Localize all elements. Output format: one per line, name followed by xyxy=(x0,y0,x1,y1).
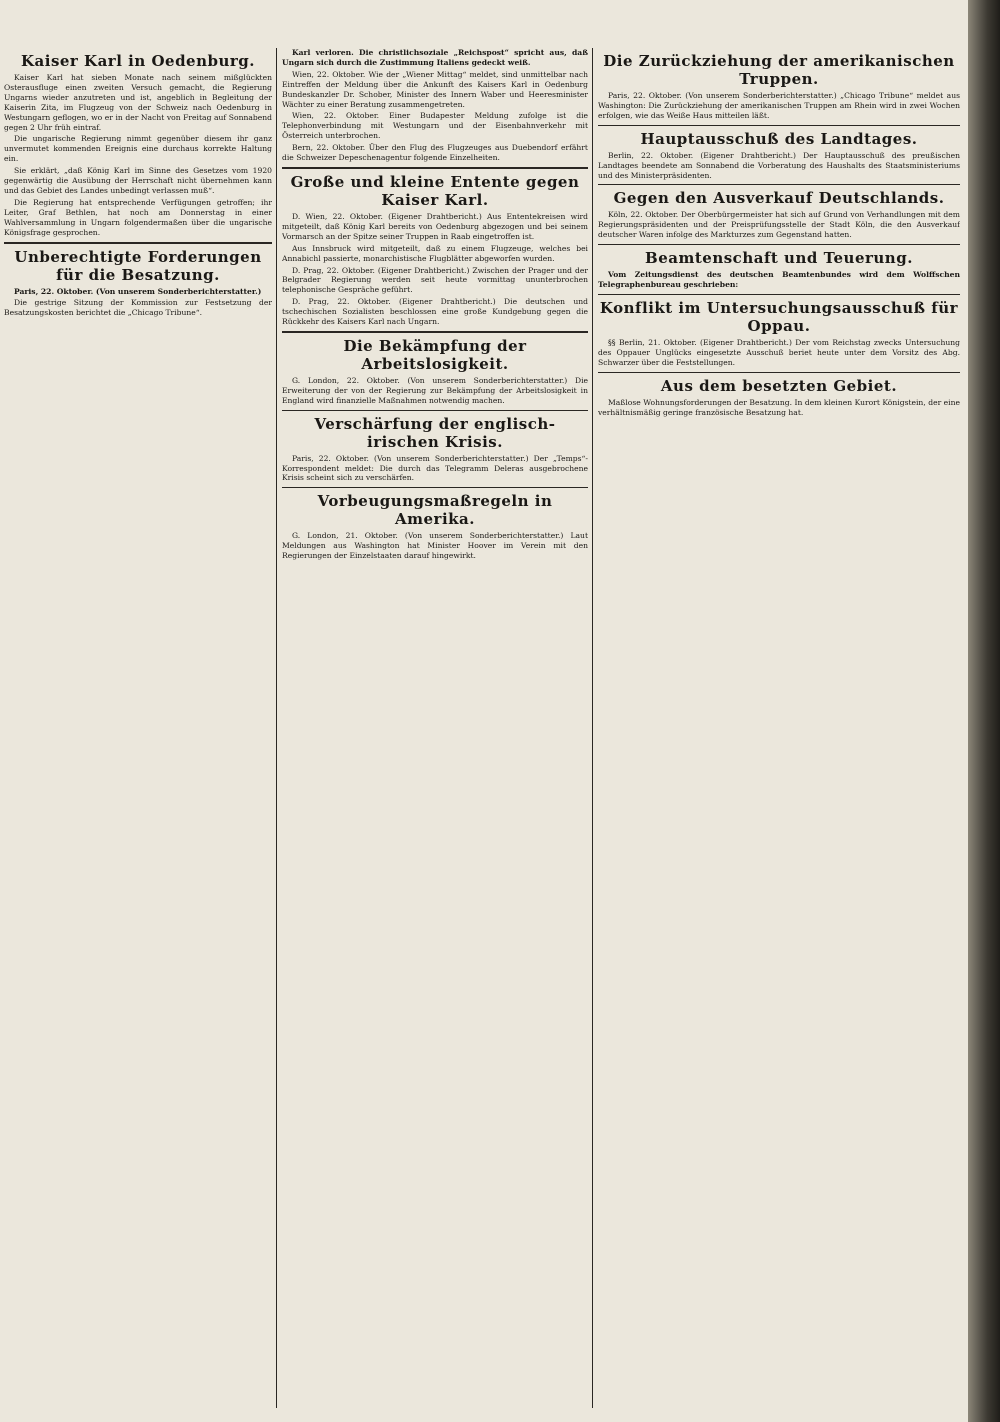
section-divider xyxy=(598,244,960,245)
article-paragraph: D. Prag, 22. Oktober. (Eigener Drahtbericht.) Zwischen der Prager und der Belgrader Regierung werden seit heute vormittag ununterbrochen telephonische Gespräche geführt. xyxy=(282,265,588,295)
article-paragraph: G. London, 21. Oktober. (Von unserem Sonderberichterstatter.) Laut Meldungen aus Washington hat Minister Hoover im Verein mit den Regierungen der Einzelstaaten darauf hingewirkt. xyxy=(282,531,588,561)
article-paragraph: Wien, 22. Oktober. Wie der „Wiener Mittag“ meldet, sind unmittelbar nach Eintreffen der Meldung über die Ankunft des Kaisers Karl in Oedenburg Bundeskanzler Dr. Schober, Minister des Innern Waber und Heeresminister Wächter zu einer Beratung zusammengetreten. xyxy=(282,69,588,109)
column-1 xyxy=(4,48,272,1408)
article-paragraph: Wien, 22. Oktober. Einer Budapester Meldung zufolge ist die Telephonverbindung mit Westungarn und der Eisenbahnverkehr mit Österreich unterbrochen. xyxy=(282,111,588,141)
headline-landtag: Hauptausschuß des Landtages. xyxy=(640,129,918,148)
article-paragraph: G. London, 22. Oktober. (Von unserem Sonderberichterstatter.) Die Erweiterung der von der Regierung zur Bekämpfung der Arbeitslosigkeit in England wird finanzielle Maßnahmen notwendig machen. xyxy=(282,375,588,405)
article-paragraph: D. Prag, 22. Oktober. (Eigener Drahtbericht.) Die deutschen und tschechischen Sozialisten beschlossen eine große Kundgebung gegen die Rückkehr des Kaisers Karl nach Ungarn. xyxy=(282,297,588,327)
article-paragraph: Aus Innsbruck wird mitgeteilt, daß zu einem Flugzeuge, welches bei Annabichl passierte, monarchistische Flugblätter abgeworfen wurden. xyxy=(282,243,588,263)
section-divider xyxy=(598,184,960,185)
article-paragraph: Die Regierung hat entsprechende Verfügungen getroffen; ihr Leiter, Graf Bethlen, hat noch am Donnerstag in einer Wahlversammlung in Ungarn folgendermaßen über die ungarische Königsfrage gesprochen. xyxy=(4,197,272,237)
article-paragraph: Paris, 22. Oktober. (Von unserem Sonderberichterstatter.) „Chicago Tribune“ meldet aus Washington: Die Zurückziehung der amerikanischen Truppen am Rhein wird in zwei Wochen erfolgen, wie das Weiße Haus mitteilen läßt. xyxy=(598,91,960,120)
article-paragraph: Karl verloren. Die christlichsoziale „Reichspost“ spricht aus, daß Ungarn sich durch die Zustimmung Italiens gedeckt weiß. xyxy=(282,48,588,67)
section-divider xyxy=(282,331,588,333)
column-2 xyxy=(282,48,588,1408)
section-divider xyxy=(282,487,588,488)
article-paragraph: Vom Zeitungsdienst des deutschen Beamtenbundes wird dem Wolffschen Telegraphenbureau geschrieben: xyxy=(598,270,960,290)
article-paragraph: Paris, 22. Oktober. (Von unserem Sonderberichterstatter.) Der „Temps“-Korrespondent meldet: Die durch das Telegramm Deleras ausgebrochene Krisis scheint sich zu verschärfen. xyxy=(282,453,588,483)
headline-oppau: Konflikt im Untersuchungsausschuß für Oppau. xyxy=(599,298,959,335)
section-divider xyxy=(598,125,960,126)
headline-beamtenschaft: Beamtenschaft und Teuerung. xyxy=(645,249,913,268)
article-paragraph: Die ungarische Regierung nimmt gegenüber diesem ihr ganz unvermutet kommenden Ereignis eine durchaus korrekte Haltung ein. xyxy=(4,134,272,164)
headline-besatzung: Unberechtigte Forderungen für die Besatzung. xyxy=(14,247,262,284)
headline-besetztes-gebiet: Aus dem besetzten Gebiet. xyxy=(660,376,898,395)
section-divider xyxy=(598,372,960,373)
article-paragraph: §§ Berlin, 21. Oktober. (Eigener Drahtbericht.) Der vom Reichstag zwecks Untersuchung des Oppauer Unglücks eingesetzte Ausschuß beriet heute unter dem Vorsitz des Abg. Schwarzer über die Feststellungen. xyxy=(598,337,960,367)
book-spine xyxy=(968,0,1000,1422)
article-dateline: Paris, 22. Oktober. (Von unserem Sonderberichterstatter.) xyxy=(14,286,262,296)
article-paragraph: Bern, 22. Oktober. Über den Flug des Flugzeuges aus Duebendorf erfährt die Schweizer Depeschenagentur folgende Einzelheiten. xyxy=(282,143,588,163)
article-paragraph: D. Wien, 22. Oktober. (Eigener Drahtbericht.) Aus Ententekreisen wird mitgeteilt, daß König Karl bereits von Oedenburg abgezogen und bei seinem Vormarsch an der Spitze seiner Truppen in Raab eingetroffen ist. xyxy=(282,211,588,241)
headline-kaiser-karl: Kaiser Karl in Oedenburg. xyxy=(20,52,256,70)
article-paragraph: Die gestrige Sitzung der Kommission zur Festsetzung der Besatzungskosten berichtet die „Chicago Tribune“. xyxy=(4,298,272,318)
article-paragraph: Sie erklärt, „daß König Karl im Sinne des Gesetzes vom 1920 gegenwärtig die Ausübung der Herrschaft nicht übernehmen kann und das Gebiet des Landes unbedingt verlassen muß“. xyxy=(4,166,272,195)
headline-truppen: Die Zurückziehung der amerikanischen Truppen. xyxy=(603,52,955,88)
column-3 xyxy=(598,48,960,1408)
article-paragraph: Maßlose Wohnungsforderungen der Besatzung. In dem kleinen Kurort Königstein, der eine verhältnismäßig geringe französische Besatzung hat. xyxy=(598,397,960,417)
article-paragraph: Berlin, 22. Oktober. (Eigener Drahtbericht.) Der Hauptausschuß des preußischen Landtages beendete am Sonnabend die Vorberatung des Haushalts des Staatsministeriums und des Ministerpräsidenten. xyxy=(598,150,960,180)
headline-irische-krisis: Verschärfung der englisch-irischen Krisis. xyxy=(314,414,556,451)
section-divider xyxy=(4,242,272,244)
headline-amerika: Vorbeugungsmaßregeln in Amerika. xyxy=(317,492,553,529)
headline-ausverkauf: Gegen den Ausverkauf Deutschlands. xyxy=(613,189,945,208)
section-divider xyxy=(598,294,960,295)
headline-arbeitslosigkeit: Die Bekämpfung der Arbeitslosigkeit. xyxy=(343,336,527,373)
column-rule xyxy=(592,48,593,1408)
article-paragraph: Kaiser Karl hat sieben Monate nach seinem mißglückten Osterausfluge einen zweiten Versuch gemacht, die Regierung Ungarns wieder anzutreten und ist, angeblich in Begleitung der Kaiserin Zita, im Flugzeug von der Schweiz nach Oedenburg in Westungarn geflogen, wo er in der Nacht von Freitag auf Sonnabend gegen 2 Uhr früh eintraf. xyxy=(4,73,272,132)
section-divider xyxy=(282,167,588,169)
section-divider xyxy=(282,410,588,411)
headline-entente: Große und kleine Entente gegen Kaiser Karl. xyxy=(290,172,580,209)
column-rule xyxy=(276,48,277,1408)
article-paragraph: Köln, 22. Oktober. Der Oberbürgermeister hat sich auf Grund von Verhandlungen mit dem Regierungspräsidenten und der Preisprüfungsstelle der Stadt Köln, die den Ausverkauf deutscher Waren infolge des Markturzes zum Gegenstand hatten. xyxy=(598,210,960,240)
